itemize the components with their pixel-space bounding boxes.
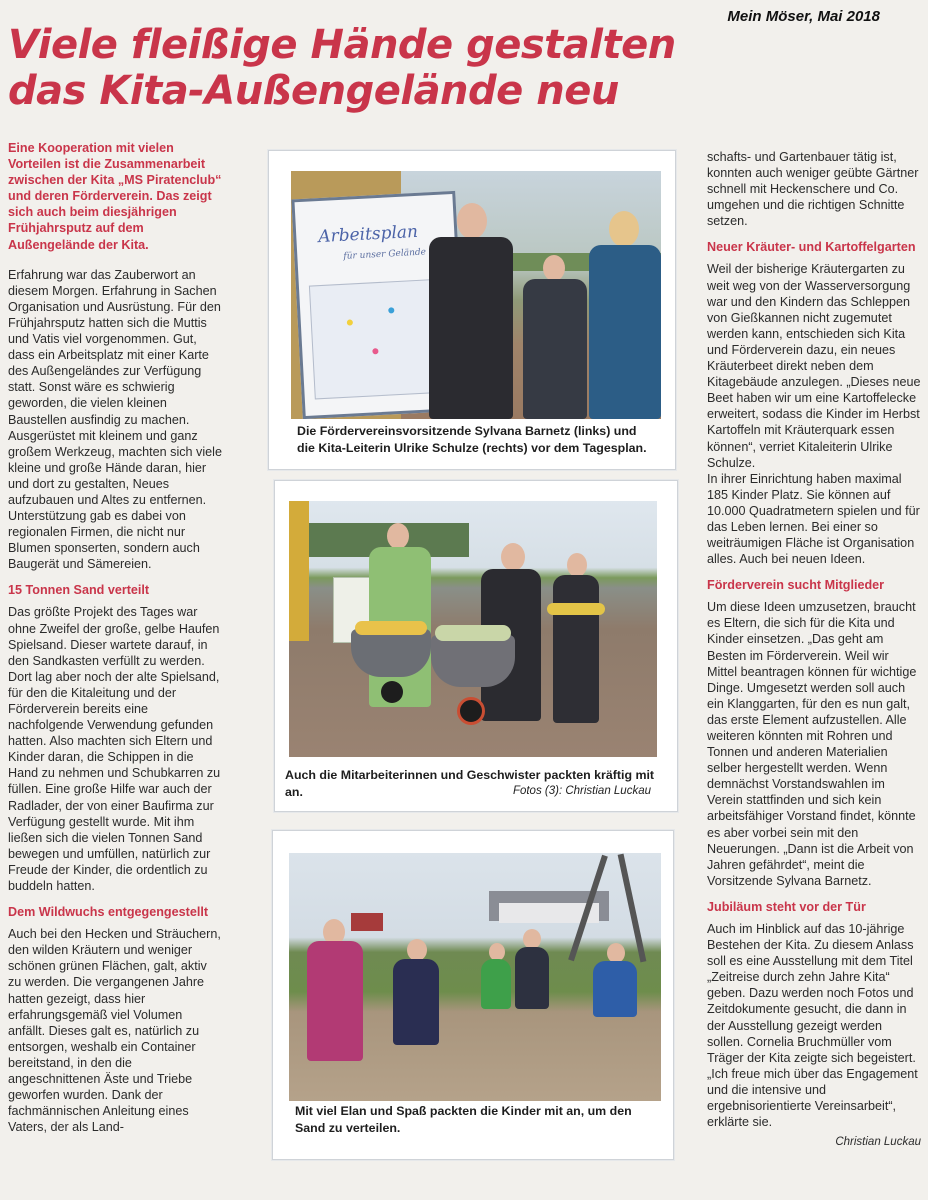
subheading: Neuer Kräuter- und Kartoffelgarten (707, 240, 916, 255)
headline-line-1: Viele fleißige Hände gestalten (8, 22, 676, 68)
wheelbarrow-left (351, 629, 431, 677)
body-paragraph: Um diese Ideen umzusetzen, braucht es Eltern, die sich für die Kita und Kinder einsetzen. „Das geht am Besten im Förderverein. Weil wir Mittel beantragen können für wichtige Dinge. Umgesetzt werden soll auch ein Klanggarten, für den es nun galt, das erste Element aufzustellen. Alle weiteren könnten mit Rohren und Tonnen und anderen Materialien selber hergestellt werden. Wenn demnächst Vorstandswahlen im Verein stattfinden und sich kein arbeitsfähiger Vorstand findet, könnte es aber vorbei sein mit den Neuerungen. „Dann ist die Arbeit von Jahren gefährdet“, meint die Vorsitzende Sylvana Barnetz. (707, 600, 917, 888)
person-head (407, 939, 427, 961)
wheelbarrow-right (431, 635, 515, 687)
body-paragraph: Auch bei den Hecken und Sträuchern, den wilden Kräutern und weniger schönen grünen Flächen, galt, aktiv zu werden. Die vergangenen Jahre hatten gezeigt, dass hier erfahrungsgemäß viel Volumen anfällt. Dieses galt es, natürlich zu entsorgen, weshalb ein Container bereitstand, in den die angeschnittenen Äste und Triebe geworfen wurden. Dank der fachmännischen Anleitung eines Vaters, der als Land- (8, 927, 221, 1135)
headline (8, 22, 688, 114)
subheading: Jubiläum steht vor der Tür (707, 899, 866, 914)
photo-caption: Auch die Mitarbeiterinnen und Geschwister packten kräftig mit an. (285, 768, 655, 799)
person-left (429, 237, 513, 419)
child-dark-jacket (515, 947, 549, 1009)
body-paragraph: Erfahrung war das Zauberwort an diesem Morgen. Erfahrung in Sachen Organisation und Ausrüstung. Für den Frühjahrsputz hatten sich die Muttis und Vatis viel vorgenommen. Gut, dass ein Arbeitsplatz mit einer Karte des Außengeländes zur Verfügung statt. Sonst wäre es schwierig geworden, die vielen kleinen Baustellen ausfindig zu machen. (8, 267, 221, 427)
child-green-jacket (481, 959, 511, 1009)
person-head (457, 203, 487, 239)
photo-wheelbarrows (289, 501, 657, 757)
subheading: 15 Tonnen Sand verteilt (8, 583, 150, 598)
photo-children-sand (289, 853, 661, 1101)
girl-navy-jacket (393, 959, 439, 1045)
subheading: Förderverein sucht Mitglieder (707, 578, 885, 593)
person-head (609, 211, 639, 247)
person-head (543, 255, 565, 281)
photo-caption: Die Fördervereinsvorsitzende Sylvana Barnetz (links) und die Kita-Leiterin Ulrike Schulze (rechts) vor dem Tagesplan. (297, 424, 647, 455)
headline-line-2: das Kita-Außengelände neu (8, 68, 619, 114)
photo-card-3 (272, 830, 674, 1160)
body-paragraph: Ausgerüstet mit kleinem und ganz großem Werkzeug, machten sich viele kleine und große Hände daran, hier und dort zu gestalten, Neues aufzubauen und Altes zu entfernen. Unterstützung gab es dabei von regionalen Firmen, die nicht nur Blumen sponserten, sondern auch Baugerät und Sämereien. (8, 428, 222, 572)
person-right (589, 245, 661, 419)
photo-credit: Fotos (3): Christian Luckau (512, 785, 651, 797)
girl-pink-jacket (307, 941, 363, 1061)
column-left (8, 140, 222, 1135)
body-paragraph: Das größte Projekt des Tages war ohne Zweifel der große, gelbe Haufen Spielsand. Dieser wartete darauf, in den Sandkasten verfüllt zu werden. Dort lag aber noch der alte Spielsand, für den die Kitaleitung und der Förderverein bereits eine nachfolgende Verwendung gefunden hatten. Also machten sich Eltern und Kinder daran, die Schippen in die Hand zu nehmen und Schubkarren zu füllen. Eine große Hilfe war auch der Radlader, der von einer Baufirma zur Verfügung gestellt wurde. Mit ihm ließen sich die vielen Tonnen Sand bewegen und umfüllen, natürlich zur Freude der Kinder, die ordentlich zu buddeln hatten. (8, 605, 221, 894)
photo-caption: Mit viel Elan und Spaß packten die Kinder mit an, um den Sand zu verteilen. (295, 1104, 632, 1135)
person-head (501, 543, 525, 571)
board-title: Arbeitsplan (317, 221, 419, 248)
board-subtitle: für unser Gelände (343, 247, 427, 262)
child-holding-tray (553, 575, 599, 723)
photo-card-2 (274, 480, 678, 812)
author: Christian Luckau (835, 1136, 921, 1149)
child-blue-jacket (593, 961, 637, 1017)
lead-paragraph: Eine Kooperation mit vielen Vorteilen ist die Zusammenarbeit zwischen der Kita „MS Piratenclub“ und deren Förderverein. Das zeigt sich auch beim diesjährigen Frühjahrsputz auf dem Außengelände der Kita. (8, 141, 222, 252)
body-paragraph: schafts- und Gartenbauer tätig ist, konnten auch weniger geübte Gärtner schnell mit Heckenschere und Co. umgehen und die richtigen Schnitte setzen. (707, 150, 919, 229)
child-center (523, 279, 587, 419)
subheading: Dem Wildwuchs entgegengestellt (8, 905, 209, 920)
photo-board-and-leaders (291, 171, 661, 419)
source-line: Mein Möser, Mai 2018 (727, 8, 880, 25)
photo-card-1 (268, 150, 676, 470)
body-paragraph: Auch im Hinblick auf das 10-jährige Bestehen der Kita. Zu diesem Anlass soll es eine Ausstellung mit dem Titel „Zeitreise durch zehn Jahre Kita“ geben. Dazu werden noch Fotos und Zeitdokumente gesucht, die dann in der Ausstellung gezeigt werden sollen. Cornelia Bruchmüller vom Träger der Kita zeigte sich begeistert. „Ich freue mich über das Engagement und die intensive und ergebnisorientierte Vereinsarbeit“, erklärte sie. (707, 921, 918, 1130)
person-head (607, 943, 625, 963)
person-head (387, 523, 409, 549)
body-paragraph: In ihrer Einrichtung haben maximal 185 Kinder Platz. Sie können auf 10.000 Quadratmetern spielen und für das Leben lernen. Bei einer so weiträumigen Fläche ist Organisation alles. Auch bei neuen Ideen. (707, 471, 920, 567)
body-paragraph: Weil der bisherige Kräutergarten zu weit weg von der Wasserversorgung war und den Kindern das Schleppen von Gießkannen nicht zugemutet werden kann, entschieden sich Kita und Förderverein dazu, ein neues Kräuterbeet direkt neben dem Kitagebäude anzulegen. „Dieses neue Beet haben wir um eine Kartoffelecke erweitert, sodass die Kinder im Herbst Kartoffeln mit Kräuterquark essen können“, verriet Kitaleiterin Ulrike Schulze. (707, 262, 921, 470)
person-head (523, 929, 541, 949)
column-right (707, 149, 921, 1150)
person-head (567, 553, 587, 577)
